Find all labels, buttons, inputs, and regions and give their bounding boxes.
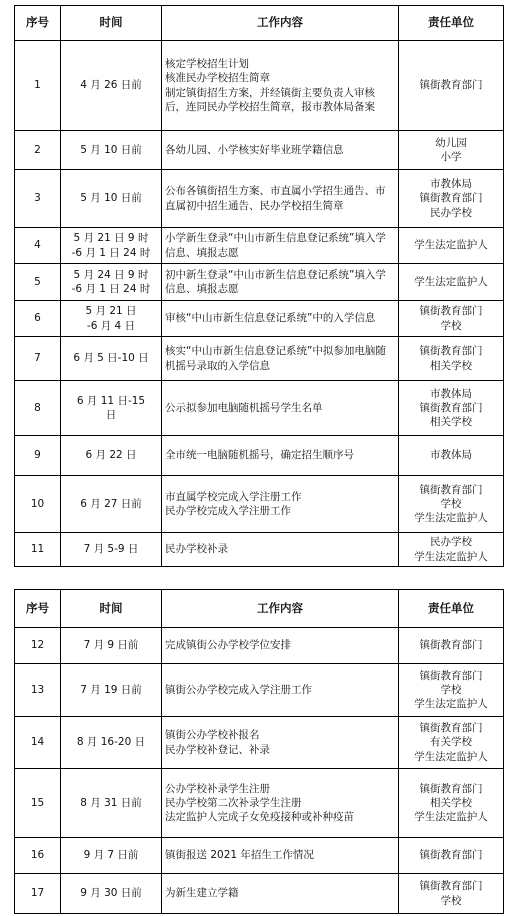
- row-content: 为新生建立学籍: [162, 874, 399, 914]
- row-no: 16: [15, 838, 61, 874]
- row-content: 镇街公办学校补报名 民办学校补登记、补录: [162, 717, 399, 769]
- row-unit: 镇街教育部门 相关学校: [399, 337, 504, 381]
- row-unit: 镇街教育部门 学校: [399, 301, 504, 337]
- row-no: 5: [15, 264, 61, 301]
- row-time: 9 月 7 日前: [61, 838, 162, 874]
- schedule-table-1: [14, 5, 504, 567]
- row-no: 11: [15, 533, 61, 567]
- table-row: [15, 131, 504, 170]
- row-time: 7 月 5-9 日: [61, 533, 162, 567]
- row-unit: 市教体局: [399, 436, 504, 476]
- row-time: 5 月 10 日前: [61, 170, 162, 228]
- row-content: 市直属学校完成入学注册工作 民办学校完成入学注册工作: [162, 476, 399, 533]
- row-unit: 市教体局 镇街教育部门 民办学校: [399, 170, 504, 228]
- table-row: [15, 41, 504, 131]
- header-time: 时间: [61, 590, 162, 628]
- row-time: 6 月 5 日-10 日: [61, 337, 162, 381]
- row-no: 3: [15, 170, 61, 228]
- row-no: 15: [15, 769, 61, 838]
- table-row: [15, 628, 504, 664]
- table-row: [15, 436, 504, 476]
- table-row: [15, 337, 504, 381]
- row-time: 8 月 16-20 日: [61, 717, 162, 769]
- header-content: 工作内容: [162, 590, 399, 628]
- row-content: 公示拟参加电脑随机摇号学生名单: [162, 381, 399, 436]
- row-unit: 镇街教育部门: [399, 628, 504, 664]
- table-row: [15, 533, 504, 567]
- row-unit: 镇街教育部门: [399, 41, 504, 131]
- table-row: [15, 838, 504, 874]
- row-time: 4 月 26 日前: [61, 41, 162, 131]
- row-content: 公布各镇街招生方案、市直属小学招生通告、市直属初中招生通告、民办学校招生简章: [162, 170, 399, 228]
- row-time: 7 月 9 日前: [61, 628, 162, 664]
- schedule-table-2: [14, 589, 504, 914]
- table-row: [15, 264, 504, 301]
- row-unit: 市教体局 镇街教育部门 相关学校: [399, 381, 504, 436]
- row-no: 1: [15, 41, 61, 131]
- table-row: [15, 170, 504, 228]
- row-content: 核实“中山市新生信息登记系统”中拟参加电脑随机摇号录取的入学信息: [162, 337, 399, 381]
- row-unit: 镇街教育部门: [399, 838, 504, 874]
- row-content: 民办学校补录: [162, 533, 399, 567]
- row-unit: 学生法定监护人: [399, 228, 504, 264]
- header-unit: 责任单位: [399, 590, 504, 628]
- row-no: 10: [15, 476, 61, 533]
- row-content: 公办学校补录学生注册 民办学校第二次补录学生注册 法定监护人完成子女免疫接种或补种疫苗: [162, 769, 399, 838]
- row-no: 17: [15, 874, 61, 914]
- row-content: 初中新生登录“中山市新生信息登记系统”填入学信息、填报志愿: [162, 264, 399, 301]
- table-row: [15, 664, 504, 717]
- row-time: 8 月 31 日前: [61, 769, 162, 838]
- row-unit: 镇街教育部门 相关学校 学生法定监护人: [399, 769, 504, 838]
- row-time: 5 月 24 日 9 时 -6 月 1 日 24 时: [61, 264, 162, 301]
- row-time: 6 月 27 日前: [61, 476, 162, 533]
- header-unit: 责任单位: [399, 6, 504, 41]
- table-row: [15, 769, 504, 838]
- row-content: 完成镇街公办学校学位安排: [162, 628, 399, 664]
- table-row: [15, 301, 504, 337]
- row-time: 7 月 19 日前: [61, 664, 162, 717]
- row-no: 9: [15, 436, 61, 476]
- row-unit: 民办学校 学生法定监护人: [399, 533, 504, 567]
- table-row: [15, 874, 504, 914]
- row-time: 5 月 10 日前: [61, 131, 162, 170]
- row-time: 5 月 21 日 9 时 -6 月 1 日 24 时: [61, 228, 162, 264]
- row-content: 镇街公办学校完成入学注册工作: [162, 664, 399, 717]
- row-content: 各幼儿园、小学核实好毕业班学籍信息: [162, 131, 399, 170]
- table-header-row: [15, 6, 504, 41]
- row-time: 9 月 30 日前: [61, 874, 162, 914]
- row-content: 审核“中山市新生信息登记系统”中的入学信息: [162, 301, 399, 337]
- row-no: 6: [15, 301, 61, 337]
- row-no: 4: [15, 228, 61, 264]
- header-content: 工作内容: [162, 6, 399, 41]
- row-no: 14: [15, 717, 61, 769]
- header-time: 时间: [61, 6, 162, 41]
- header-no: 序号: [15, 6, 61, 41]
- table-row: [15, 228, 504, 264]
- row-time: 5 月 21 日 -6 月 4 日: [61, 301, 162, 337]
- table-row: [15, 476, 504, 533]
- row-unit: 学生法定监护人: [399, 264, 504, 301]
- row-unit: 幼儿园 小学: [399, 131, 504, 170]
- table-header-row: [15, 590, 504, 628]
- row-time: 6 月 11 日-15 日: [61, 381, 162, 436]
- header-no: 序号: [15, 590, 61, 628]
- row-content: 小学新生登录“中山市新生信息登记系统”填入学信息、填报志愿: [162, 228, 399, 264]
- table-row: [15, 381, 504, 436]
- row-unit: 镇街教育部门 有关学校 学生法定监护人: [399, 717, 504, 769]
- row-content: 全市统一电脑随机摇号，确定招生顺序号: [162, 436, 399, 476]
- table-row: [15, 717, 504, 769]
- row-no: 8: [15, 381, 61, 436]
- row-no: 7: [15, 337, 61, 381]
- row-content: 镇街报送 2021 年招生工作情况: [162, 838, 399, 874]
- row-unit: 镇街教育部门 学校: [399, 874, 504, 914]
- row-no: 2: [15, 131, 61, 170]
- row-unit: 镇街教育部门 学校 学生法定监护人: [399, 664, 504, 717]
- row-content: 核定学校招生计划 核准民办学校招生简章 制定镇街招生方案，并经镇街主要负责人审核后，连同民办学校招生简章，报市教体局备案: [162, 41, 399, 131]
- row-unit: 镇街教育部门 学校 学生法定监护人: [399, 476, 504, 533]
- row-no: 12: [15, 628, 61, 664]
- row-time: 6 月 22 日: [61, 436, 162, 476]
- row-no: 13: [15, 664, 61, 717]
